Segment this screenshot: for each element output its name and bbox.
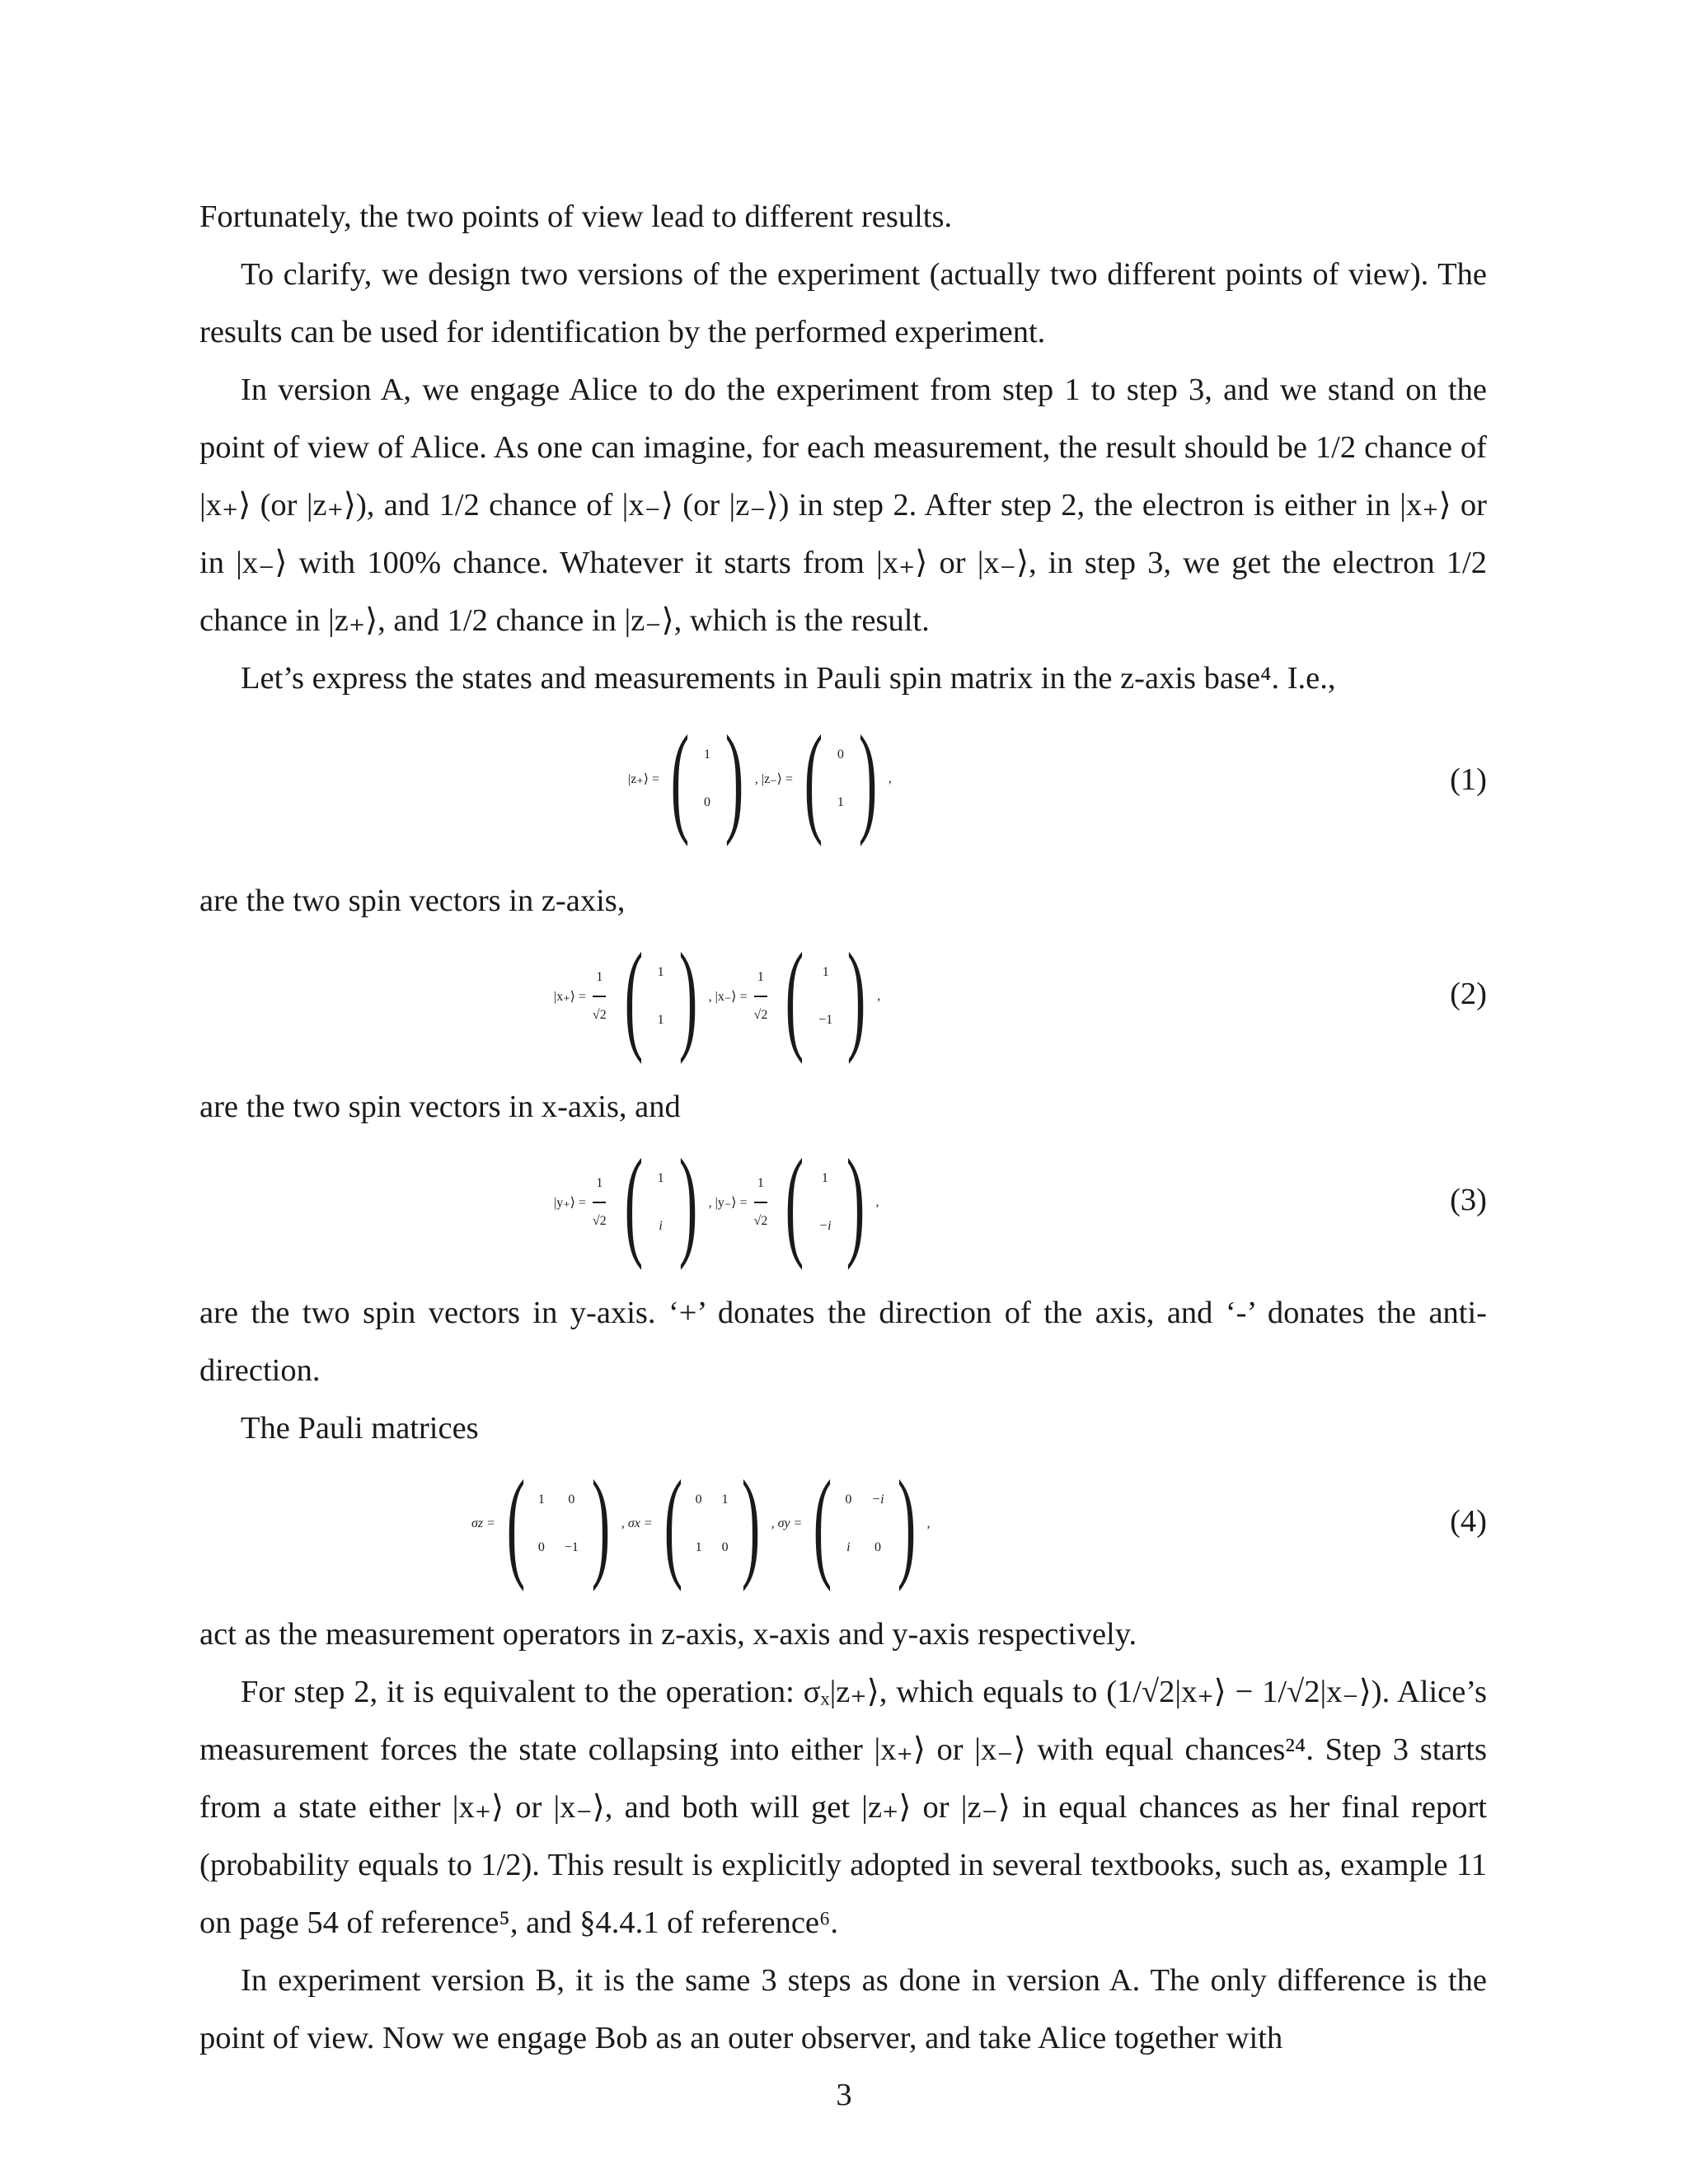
eq1-vector-2: 0 1	[837, 748, 844, 809]
equation-number-4: (4)	[1450, 1504, 1487, 1539]
eq1-vector-1: 1 0	[703, 748, 710, 809]
paragraph-1: Fortunately, the two points of view lead to different results.	[199, 199, 953, 234]
sigma-y-matrix: 0 −i i 0	[845, 1493, 884, 1554]
eq1-lhs1: |z₊⟩ =	[628, 772, 660, 786]
text-after-eq2: are the two spin vectors in x-axis, and	[199, 1090, 681, 1124]
sigma-z-matrix: 1 0 0 −1	[537, 1493, 579, 1554]
eq2-vector-2: 1 −1	[818, 965, 833, 1027]
text-after-eq3: are the two spin vectors in y-axis. ‘+’ donates the direction of the axis, and ‘-’ donates the anti-direction.	[199, 1296, 1487, 1388]
equation-4: σz = ( 1 0 0 −1 ) , σx = ( 0 1 1 0 ) , σy = ( 0 −i i 0 ) , (4)	[471, 1455, 1487, 1592]
page-number: 3	[836, 2078, 852, 2112]
eq1-lhs2: , |z₋⟩ =	[754, 772, 793, 786]
pauli-intro: The Pauli matrices	[241, 1411, 479, 1446]
paragraph-5: For step 2, it is equivalent to the operation: σₓ|z₊⟩, which equals to (1/√2|x₊⟩ − 1/√2|x₋⟩). Alice’s measurement forces the state collapsing into either |x₊⟩ or |x₋⟩ with equal chances²⁴. Step 3 starts from a state either |x₊⟩ or |x₋⟩, and both will get |z₊⟩ or |z₋⟩ in equal chances as her final report (probability equals to 1/2). This result is explicitly adopted in several textbooks, such as, example 11 on page 54 of reference⁵, and §4.4.1 of reference⁶.	[199, 1675, 1487, 1940]
equation-3: |y₊⟩ = $\frac{1}{√2}$ ( 1 i ) , |y₋⟩ = $\frac{1}{√2}$ ( 1 −i ) , (3)	[554, 1134, 1487, 1271]
text-after-eq1: are the two spin vectors in z-axis,	[199, 883, 626, 918]
equation-2: |x₊⟩ = $\frac{1}{√2}$ ( 1 1 ) , |x₋⟩ = $\frac{1}{√2}$ ( 1 −1 ) , (2)	[554, 928, 1487, 1065]
paragraph-2: To clarify, we design two versions of the experiment (actually two different points of view). The results can be used for identification by the performed experiment.	[199, 257, 1487, 349]
equation-number-2: (2)	[1450, 977, 1487, 1011]
eq2-vector-1: 1 1	[657, 965, 664, 1027]
text-after-eq4: act as the measurement operators in z-axis, x-axis and y-axis respectively.	[199, 1617, 1137, 1652]
paragraph-6: In experiment version B, it is the same 3 steps as done in version A. The only difference is the point of view. Now we engage Bob as an outer observer, and take Alice together with	[199, 1963, 1487, 2055]
paragraph-3: In version A, we engage Alice to do the experiment from step 1 to step 3, and we stand on the point of view of Alice. As one can imagine, for each measurement, the result should be 1/2 chance of |x₊⟩ (or |z₊⟩), and 1/2 chance of |x₋⟩ (or |z₋⟩) in step 2. After step 2, the electron is either in |x₊⟩ or in |x₋⟩ with 100% chance. Whatever it starts from |x₊⟩ or |x₋⟩, in step 3, we get the electron 1/2 chance in |z₊⟩, and 1/2 chance in |z₋⟩, which is the result.	[199, 373, 1487, 638]
equation-1: |z₊⟩ = ( 1 0 ) , |z₋⟩ = ( 0 1 ) , (1)	[628, 710, 1487, 847]
sigma-x-matrix: 0 1 1 0	[695, 1493, 729, 1554]
equation-number-1: (1)	[1450, 762, 1487, 797]
paragraph-4: Let’s express the states and measurements in Pauli spin matrix in the z-axis base⁴. I.e.,	[241, 661, 1336, 696]
equation-number-3: (3)	[1450, 1183, 1487, 1217]
eq3-vector-1: 1 i	[657, 1171, 664, 1233]
eq3-vector-2: 1 −i	[818, 1171, 832, 1233]
paper-page	[199, 188, 1487, 2067]
